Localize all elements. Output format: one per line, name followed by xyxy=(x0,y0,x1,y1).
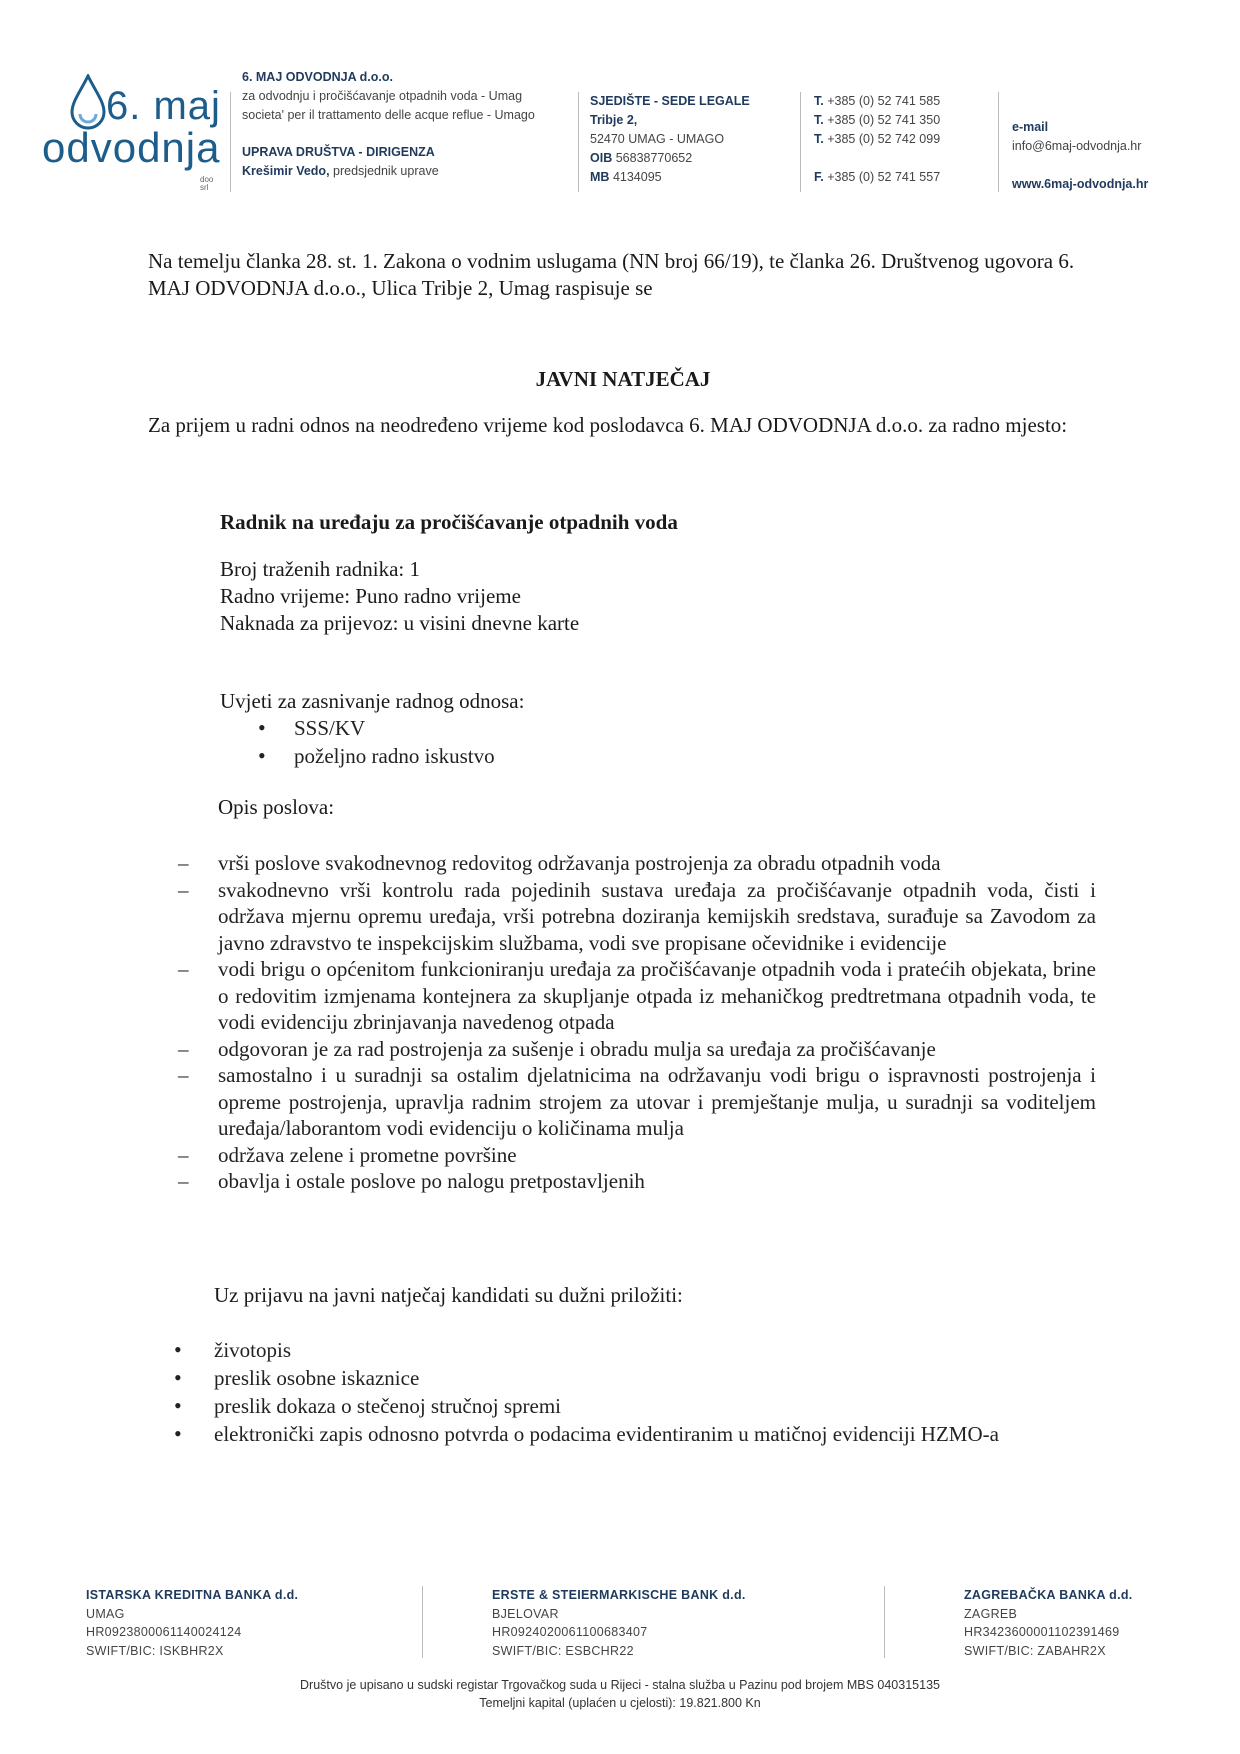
list-item: • životopis xyxy=(174,1336,999,1364)
bank-city: UMAG xyxy=(86,1606,125,1621)
footer-divider xyxy=(422,1586,423,1658)
header-phones xyxy=(814,92,984,187)
management-name: Krešimir Vedo, xyxy=(242,164,330,178)
bank-info xyxy=(964,1586,1133,1660)
list-item: • SSS/KV xyxy=(258,714,495,742)
oib-value: 56838770652 xyxy=(615,151,693,165)
registration-note xyxy=(0,1676,1240,1712)
phone-1: T. +385 (0) 52 741 585 xyxy=(814,94,941,108)
position-intro: Za prijem u radni odnos na neodređeno vrijeme kod poslodavca 6. MAJ ODVODNJA d.o.o. za radno mjesto: xyxy=(148,413,1068,437)
list-item: – svakodnevno vrši kontrolu rada pojedinih sustava uređaja za pročišćavanje otpadnih voda, čisti i održava mjernu opremu uređaja, vrši potrebna doziranja kemijskih sredstava, surađuje sa Zavodom za javno zdravstvo te inspekcijskim službama, vodi sve propisane očevidnike i evidencije xyxy=(178,877,1096,957)
seat-title: SJEDIŠTE - SEDE LEGALE xyxy=(590,94,750,108)
list-item: • elektronički zapis odnosno potvrda o podacima evidentiranim u matičnoj evidenciji HZMO-a xyxy=(174,1420,999,1448)
intro-paragraph: Na temelju članka 28. st. 1. Zakona o vodnim uslugama (NN broj 66/19), te članka 26. Društvenog ugovora 6. MAJ ODVODNJA d.o.o., Ulica Tribje 2, Umag raspisuje se xyxy=(148,249,1075,300)
duties-list xyxy=(178,850,1096,1195)
company-name: 6. MAJ ODVODNJA d.o.o. xyxy=(242,70,393,84)
footer-divider xyxy=(884,1586,885,1658)
header-divider xyxy=(800,92,801,192)
list-item: • poželjno radno iskustvo xyxy=(258,742,495,770)
bank-name: ERSTE & STEIERMARKISCHE BANK d.d. xyxy=(492,1588,746,1602)
conditions-title: Uvjeti za zasnivanje radnog odnosa: xyxy=(220,689,525,713)
list-item: – održava zelene i prometne površine xyxy=(178,1142,1096,1169)
seat-street: Tribje 2, xyxy=(590,113,638,127)
header-divider xyxy=(578,92,579,192)
list-item: – odgovoran je za rad postrojenja za sušenje i obradu mulja sa uređaja za pročišćavanje xyxy=(178,1036,1096,1063)
company-logo xyxy=(38,66,228,196)
phone-2: T. +385 (0) 52 741 350 xyxy=(814,113,941,127)
registry-line: Društvo je upisano u sudski registar Trgovačkog suda u Rijeci - stalna služba u Pazinu pod brojem MBS 040315135 xyxy=(300,1678,940,1692)
bank-name: ZAGREBAČKA BANKA d.d. xyxy=(964,1588,1133,1602)
email-label: e-mail xyxy=(1012,120,1049,134)
bank-city: BJELOVAR xyxy=(492,1606,559,1621)
conditions-list xyxy=(258,714,495,770)
logo-text-line2: odvodnja xyxy=(42,124,221,171)
bank-name: ISTARSKA KREDITNA BANKA d.d. xyxy=(86,1588,299,1602)
logo-suffix: doo srl xyxy=(200,175,214,192)
capital-line: Temeljni kapital (uplaćen u cjelosti): 19.821.800 Kn xyxy=(479,1696,761,1710)
attachments-list xyxy=(174,1336,999,1448)
bank-city: ZAGREB xyxy=(964,1606,1018,1621)
water-drop-icon xyxy=(68,74,108,130)
bank-iban: HR0924020061100683407 xyxy=(492,1625,648,1639)
list-item: – samostalno i u suradnji sa ostalim djelatnicima na održavanju vodi brigu o ispravnosti postrojenja i opreme postrojenja, upravlja radnim strojem za utovar i premještanje mulja, u suradnji sa voditeljem uređaja/laborantom vodi evidenciju o količinama mulja xyxy=(178,1062,1096,1142)
document-title: JAVNI NATJEČAJ xyxy=(535,367,711,391)
bank-swift: SWIFT/BIC: ISKBHR2X xyxy=(86,1643,224,1658)
bank-swift: SWIFT/BIC: ZABAHR2X xyxy=(964,1643,1106,1658)
job-info xyxy=(220,556,579,637)
mb-value: 4134095 xyxy=(612,170,662,184)
bank-info xyxy=(492,1586,746,1660)
info-line: Broj traženih radnika: 1 xyxy=(220,557,421,581)
job-position: Radnik na uređaju za pročišćavanje otpadnih voda xyxy=(220,510,678,534)
info-line: Radno vrijeme: Puno radno vrijeme xyxy=(220,584,521,608)
email-link[interactable]: info@6maj-odvodnja.hr xyxy=(1012,139,1142,153)
management-title: UPRAVA DRUŠTVA - DIRIGENZA xyxy=(242,145,435,159)
website-link[interactable]: www.6maj-odvodnja.hr xyxy=(1012,177,1149,191)
list-item: – obavlja i ostale poslove po nalogu pretpostavljenih xyxy=(178,1168,1096,1195)
seat-city: 52470 UMAG - UMAGO xyxy=(590,132,725,146)
bank-info xyxy=(86,1586,298,1660)
header-contact xyxy=(1012,118,1222,194)
company-desc-it: societa' per il trattamento delle acque reflue - Umago xyxy=(242,108,535,122)
management-role: predsjednik uprave xyxy=(333,164,439,178)
list-item: • preslik osobne iskaznice xyxy=(174,1364,999,1392)
attachments-title: Uz prijavu na javni natječaj kandidati su dužni priložiti: xyxy=(214,1283,683,1307)
header-seat: SJEDIŠTE - SEDE LEGALE Tribje 2, 52470 UMAG - UMAGO OIB 56838770652 MB 4134095 xyxy=(590,92,790,187)
list-item: – vrši poslove svakodnevnog redovitog održavanja postrojenja za obradu otpadnih voda xyxy=(178,850,1096,877)
header-company xyxy=(242,68,572,181)
bank-iban: HR0923800061140024124 xyxy=(86,1625,242,1639)
header-divider xyxy=(998,92,999,192)
company-desc-hr: za odvodnju i pročišćavanje otpadnih voda - Umag xyxy=(242,89,523,103)
list-item: – vodi brigu o općenitom funkcioniranju uređaja za pročišćavanje otpadnih voda i pratećih objekata, brine o redovitim izmjenama kontejnera za skupljanje otpada iz mehaničkog predtretmana otpadnih voda, te vodi evidenciju zbrinjavanja navedenog otpada xyxy=(178,956,1096,1036)
logo-text-line1: 6. maj xyxy=(106,84,221,128)
list-item: • preslik dokaza o stečenoj stručnoj spremi xyxy=(174,1392,999,1420)
info-line: Naknada za prijevoz: u visini dnevne karte xyxy=(220,611,580,635)
duties-title: Opis poslova: xyxy=(218,795,335,819)
header-divider xyxy=(230,92,231,192)
bank-iban: HR3423600001102391469 xyxy=(964,1625,1120,1639)
fax: F. +385 (0) 52 741 557 xyxy=(814,170,941,184)
bank-swift: SWIFT/BIC: ESBCHR22 xyxy=(492,1643,634,1658)
phone-3: T. +385 (0) 52 742 099 xyxy=(814,132,941,146)
